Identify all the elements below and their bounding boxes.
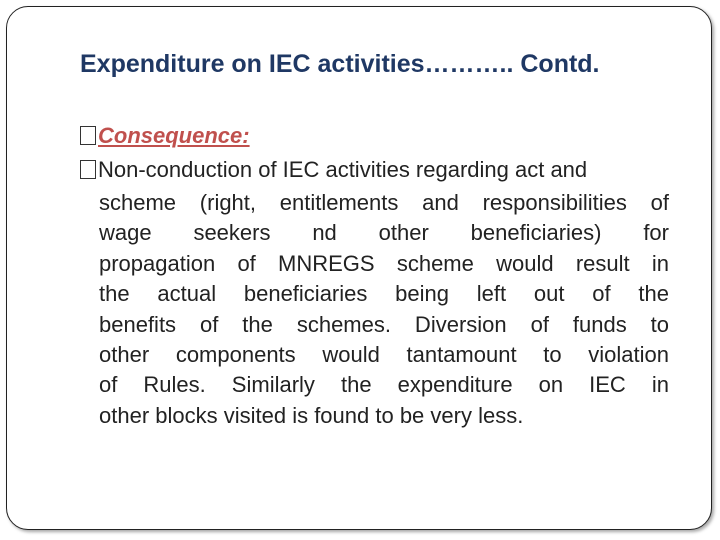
body-line: the actual beneficiaries being left out of the — [99, 281, 669, 307]
consequence-bullet — [80, 123, 250, 149]
slide-title: Expenditure on IEC activities……….. Contd. — [80, 50, 600, 78]
body-line: wage seekers nd other beneficiaries) for — [99, 220, 669, 246]
body-first-line-text: Non-conduction of IEC activities regarding act and — [98, 157, 588, 182]
bullet-box-icon — [80, 126, 96, 145]
body-line: of Rules. Similarly the expenditure on IEC in — [99, 372, 669, 398]
body-paragraph — [99, 188, 669, 431]
body-line: propagation of MNREGS scheme would result in — [99, 250, 669, 276]
body-line: scheme (right, entitlements and responsibilities of — [99, 190, 669, 215]
body-bullet-first-line — [80, 157, 587, 183]
body-line: other components would tantamount to violation — [99, 341, 669, 367]
consequence-heading: Consequence: — [98, 123, 250, 148]
bullet-box-icon — [80, 160, 96, 179]
body-line: benefits of the schemes. Diversion of funds to — [99, 311, 669, 337]
body-line: other blocks visited is found to be very less. — [99, 402, 524, 428]
